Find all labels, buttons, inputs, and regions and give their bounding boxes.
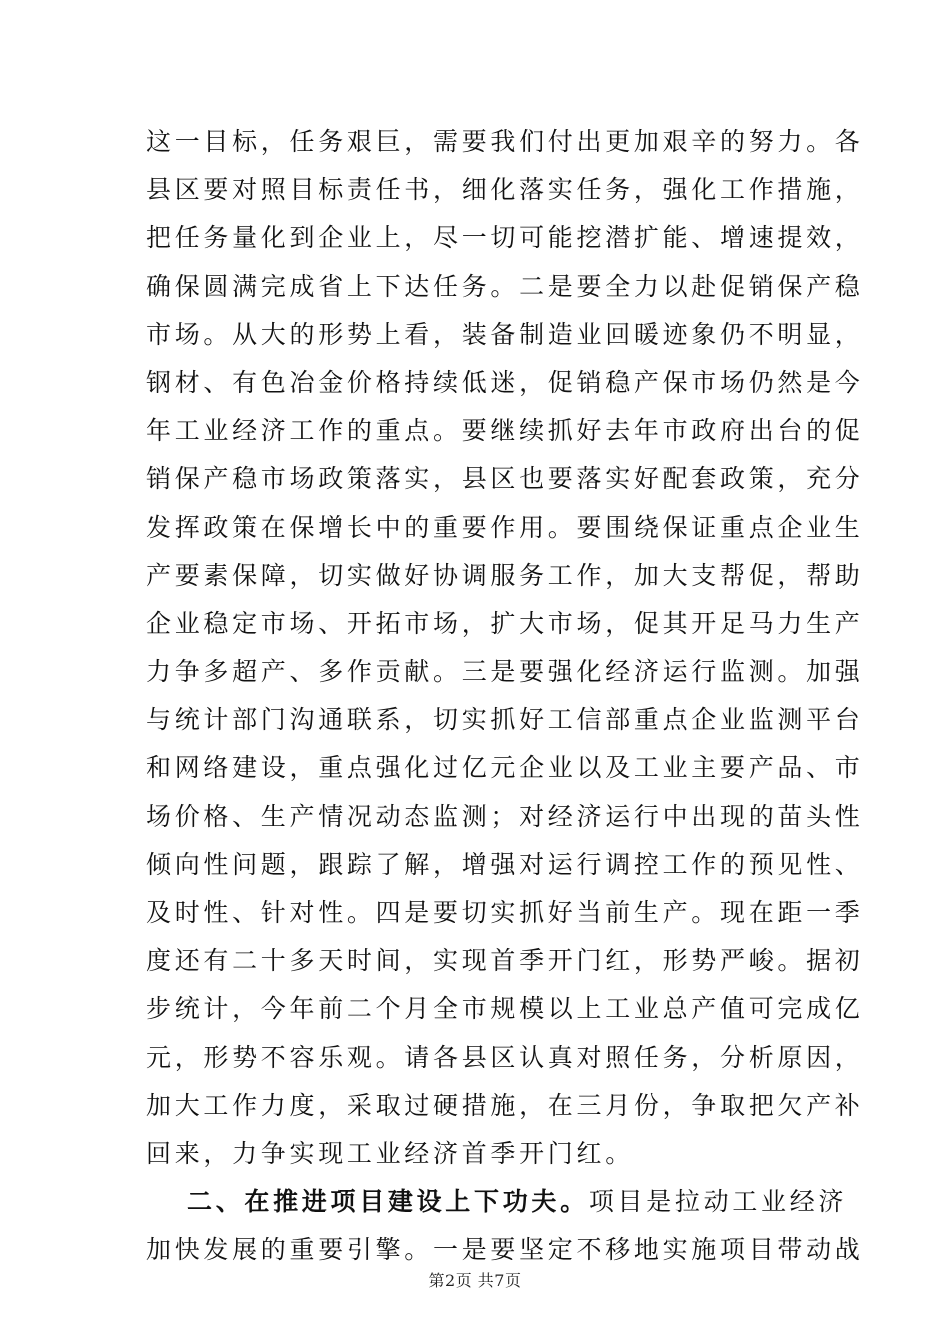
body-text xyxy=(146,118,864,1275)
text-line: 企业稳定市场、开拓市场，扩大市场，促其开足马力生产 xyxy=(146,608,864,638)
text-line: 销保产稳市场政策落实，县区也要落实好配套政策，充分 xyxy=(146,464,864,494)
section-2-text: 项目是拉动工业经济 xyxy=(588,1187,848,1217)
text-line: 产要素保障，切实做好协调服务工作，加大支帮促，帮助 xyxy=(146,560,864,590)
page-number-footer: 第2页 共7页 xyxy=(428,1271,522,1290)
text-line: 加快发展的重要引擎。一是要坚定不移地实施项目带动战 xyxy=(146,1235,864,1265)
text-line: 力争多超产、多作贡献。三是要强化经济运行监测。加强 xyxy=(146,657,864,687)
section-2-first-line xyxy=(146,1178,848,1226)
text-line: 与统计部门沟通联系，切实抓好工信部重点企业监测平台 xyxy=(146,705,864,735)
text-line: 场价格、生产情况动态监测；对经济运行中出现的苗头性 xyxy=(146,801,864,831)
text-line: 年工业经济工作的重点。要继续抓好去年市政府出台的促 xyxy=(146,416,864,446)
text-line: 及时性、针对性。四是要切实抓好当前生产。现在距一季 xyxy=(146,898,864,927)
text-line: 县区要对照目标责任书，细化落实任务，强化工作措施， xyxy=(146,175,864,205)
text-line: 市场。从大的形势上看，装备制造业回暖迹象仍不明显， xyxy=(146,319,864,349)
text-line: 这一目标，任务艰巨，需要我们付出更加艰辛的努力。各 xyxy=(146,127,864,156)
text-line: 把任务量化到企业上，尽一切可能挖潜扩能、增速提效， xyxy=(146,223,864,253)
section-2-heading: 二、在推进项目建设上下功夫。 xyxy=(187,1187,589,1217)
text-line: 倾向性问题，跟踪了解，增强对运行调控工作的预见性、 xyxy=(146,849,864,879)
text-line: 钢材、有色冶金价格持续低迷，促销稳产保市场仍然是今 xyxy=(146,367,864,397)
text-line: 和网络建设，重点强化过亿元企业以及工业主要产品、市 xyxy=(146,753,864,783)
text-line: 步统计，今年前二个月全市规模以上工业总产值可完成亿 xyxy=(146,994,864,1024)
text-line: 加大工作力度，采取过硬措施，在三月份，争取把欠产补 xyxy=(146,1090,864,1120)
text-line: 确保圆满完成省上下达任务。二是要全力以赴促销保产稳 xyxy=(146,271,864,301)
text-line: 回来，力争实现工业经济首季开门红。 xyxy=(146,1138,634,1168)
text-line: 度还有二十多天时间，实现首季开门红，形势严峻。据初 xyxy=(146,946,864,976)
text-line: 发挥政策在保增长中的重要作用。要围绕保证重点企业生 xyxy=(146,512,864,542)
text-line: 元，形势不容乐观。请各县区认真对照任务，分析原因， xyxy=(146,1042,864,1072)
